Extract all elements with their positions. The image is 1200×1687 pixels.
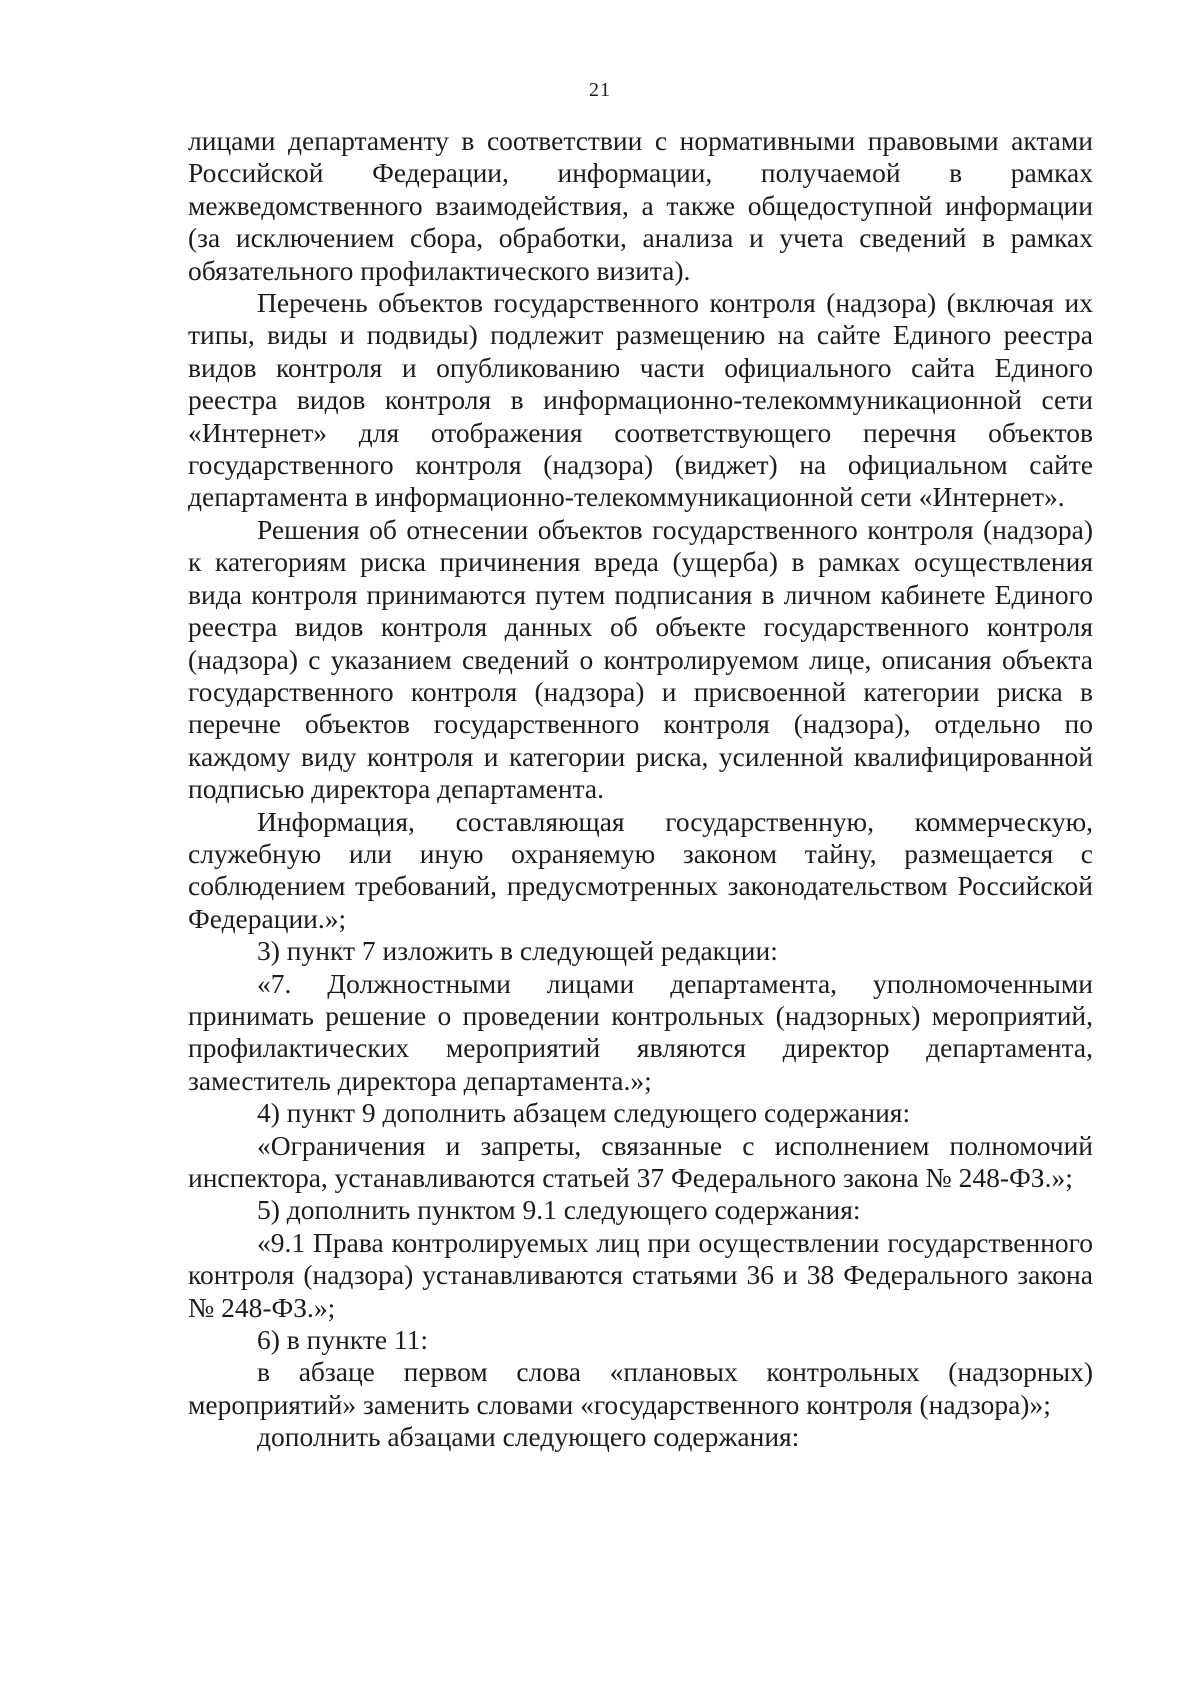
paragraph-continuation: лицами департаменту в соответствии с нормативными правовыми актами Российской Федерации, информации, получаемой в рамках межведомственного взаимодействия, а также общедоступной информации (за исключением сбора, обработки, анализа и учета сведений в рамках обязательного профилактического визита). xyxy=(188,125,1093,286)
paragraph-item-5: 5) дополнить пунктом 9.1 следующего содержания: xyxy=(257,1194,861,1226)
paragraph-replace-words: в абзаце первом слова «плановых контрольных (надзорных) мероприятий» заменить словами «государственного контроля (надзора)»; xyxy=(188,1356,1093,1420)
paragraph-protected-information: Информация, составляющая государственную, коммерческую, служебную или иную охраняемую законом тайну, размещается с соблюдением требований, предусмотренных законодательством Российской Федерации.»; xyxy=(188,805,1093,934)
paragraph-item-4: 4) пункт 9 дополнить абзацем следующего содержания: xyxy=(257,1097,911,1129)
paragraph-object-list: Перечень объектов государственного контроля (надзора) (включая их типы, виды и подвиды) подлежит размещению на сайте Единого реестра видов контроля и опубликованию части официального сайта Единого реестра видов контроля в информационно-телекоммуникационной сети «Интернет» для отображения соответствующего перечня объектов государственного контроля (надзора) (виджет) на официальном сайте департамента в информационно-телекоммуникационной сети «Интернет». xyxy=(188,287,1093,513)
paragraph-risk-categories: Решения об отнесении объектов государственного контроля (надзора) к категориям риска причинения вреда (ущерба) в рамках осуществления вида контроля принимаются путем подписания в личном кабинете Единого реестра видов контроля данных об объекте государственного контроля (надзора) с указанием сведений о контролируемом лице, описания объекта государственного контроля (надзора) и присвоенной категории риска в перечне объектов государственного контроля (надзора), отдельно по каждому виду контроля и категории риска, усиленной квалифицированной подписью директора департамента. xyxy=(188,513,1093,805)
paragraph-restrictions: «Ограничения и запреты, связанные с исполнением полномочий инспектора, устанавливаются статьей 37 Федерального закона № 248-ФЗ.»; xyxy=(188,1129,1093,1193)
paragraph-clause-9-1: «9.1 Права контролируемых лиц при осуществлении государственного контроля (надзора) устанавливаются статьями 36 и 38 Федерального закона № 248-ФЗ.»; xyxy=(188,1226,1093,1323)
paragraph-clause-7: «7. Должностными лицами департамента, уполномоченными принимать решение о проведении контрольных (надзорных) мероприятий, профилактических мероприятий являются директор департамента, заместитель директора департамента.»; xyxy=(188,967,1093,1096)
paragraph-add-paragraphs: дополнить абзацами следующего содержания: xyxy=(257,1421,800,1453)
paragraph-item-6: 6) в пункте 11: xyxy=(257,1324,429,1356)
paragraph-item-3: 3) пункт 7 изложить в следующей редакции: xyxy=(257,935,778,967)
page-number: 21 xyxy=(589,79,611,101)
document-body xyxy=(188,125,1093,1454)
